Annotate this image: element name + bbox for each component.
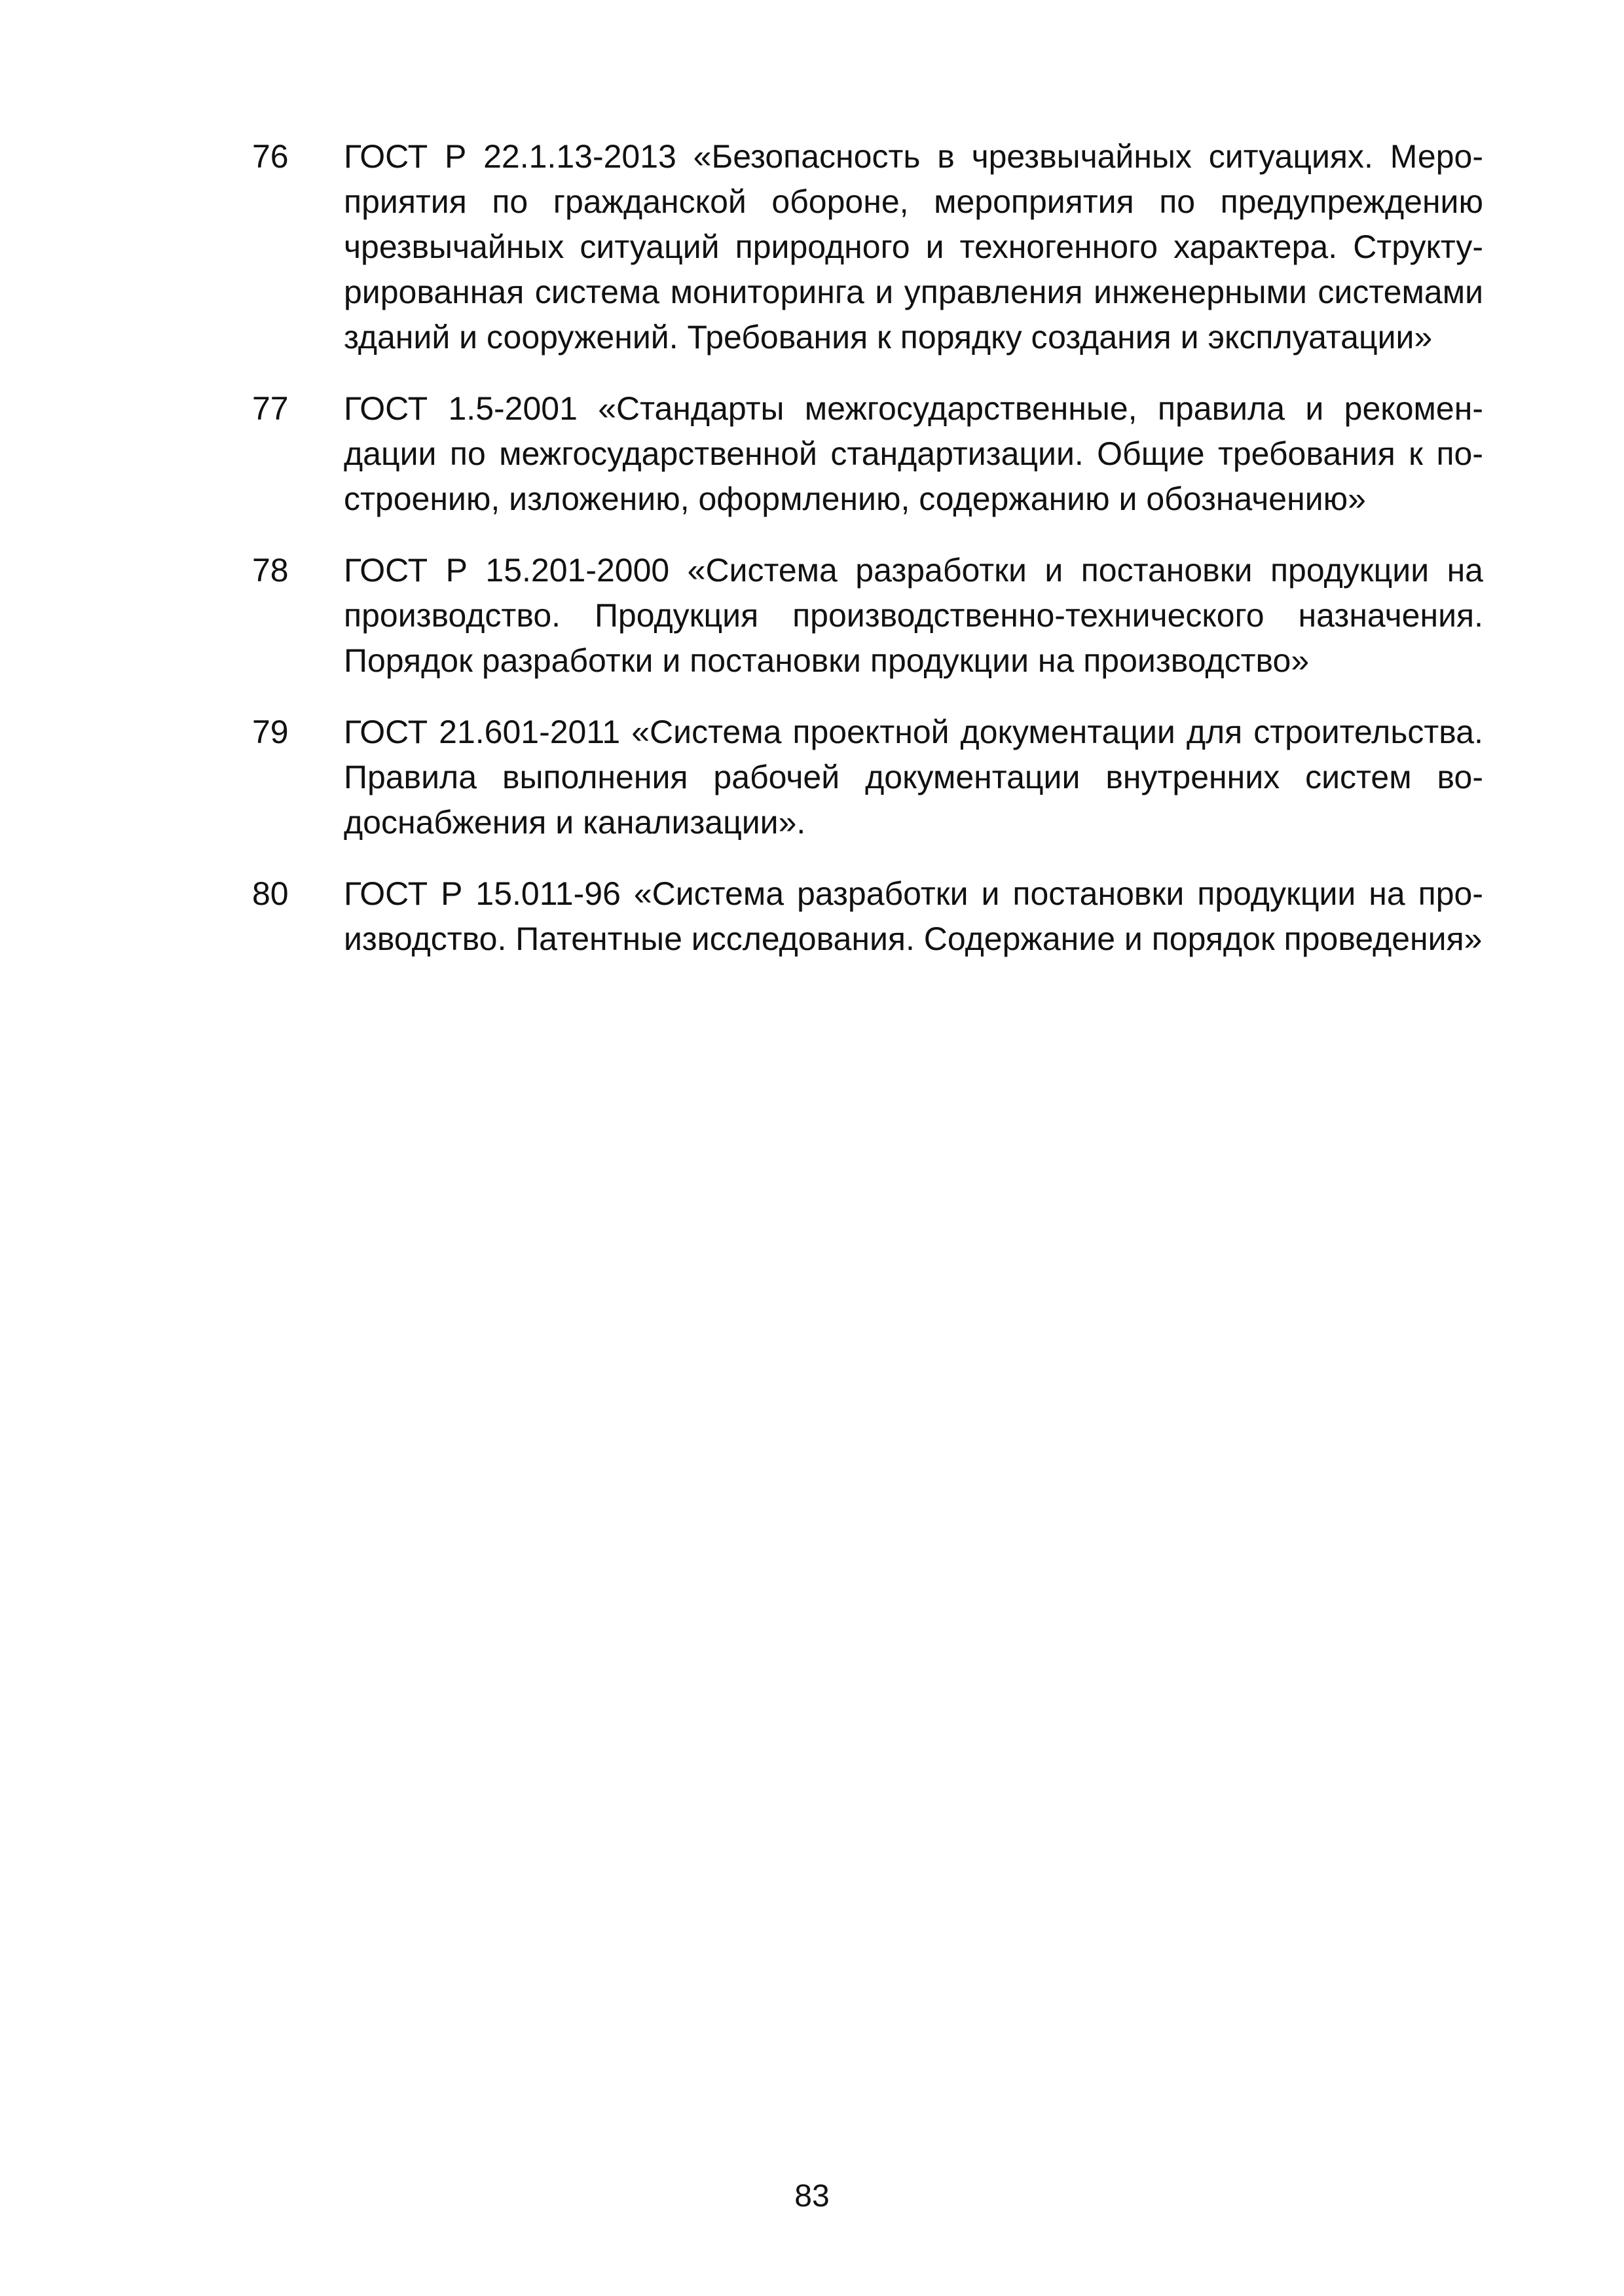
reference-item [252,871,1483,962]
reference-number: 79 [252,714,289,750]
reference-number: 77 [252,390,289,427]
reference-text: ГОСТ 21.601-2011 «Система проектной документации для строительства. Правила выполнения рабочей документации внутренних систем водоснабжения и канализации». [344,714,1483,841]
reference-item [252,710,1483,845]
reference-item [252,386,1483,522]
reference-text: ГОСТ Р 15.201-2000 «Система разработки и постановки продукции на производство. Продукция производственно-технического назначения. Порядок разработки и постановки продукции на производство» [344,552,1483,679]
page-number: 83 [794,2179,830,2214]
reference-item [252,548,1483,683]
reference-text: ГОСТ Р 15.011-96 «Система разработки и постановки продукции на производство. Патентные исследования. Содержание и порядок проведения» [344,875,1483,957]
reference-item [252,134,1483,360]
reference-text: ГОСТ Р 22.1.13-2013 «Безопасность в чрезвычайных ситуациях. Мероприятия по гражданской обороне, мероприятия по предупреждению чрезвычайных ситуаций природного и техногенного характера. Структурированная система мониторинга и управления инженерными системами зданий и сооружений. Требования к порядку создания и эксплуатации» [344,138,1483,355]
reference-number: 80 [252,875,289,912]
reference-number: 76 [252,138,289,175]
reference-number: 78 [252,552,289,589]
reference-text: ГОСТ 1.5-2001 «Стандарты межгосударственные, правила и рекомендации по межгосударственной стандартизации. Общие требования к построению, изложению, оформлению, содержанию и обозначению» [344,390,1483,517]
reference-list [252,134,1483,988]
